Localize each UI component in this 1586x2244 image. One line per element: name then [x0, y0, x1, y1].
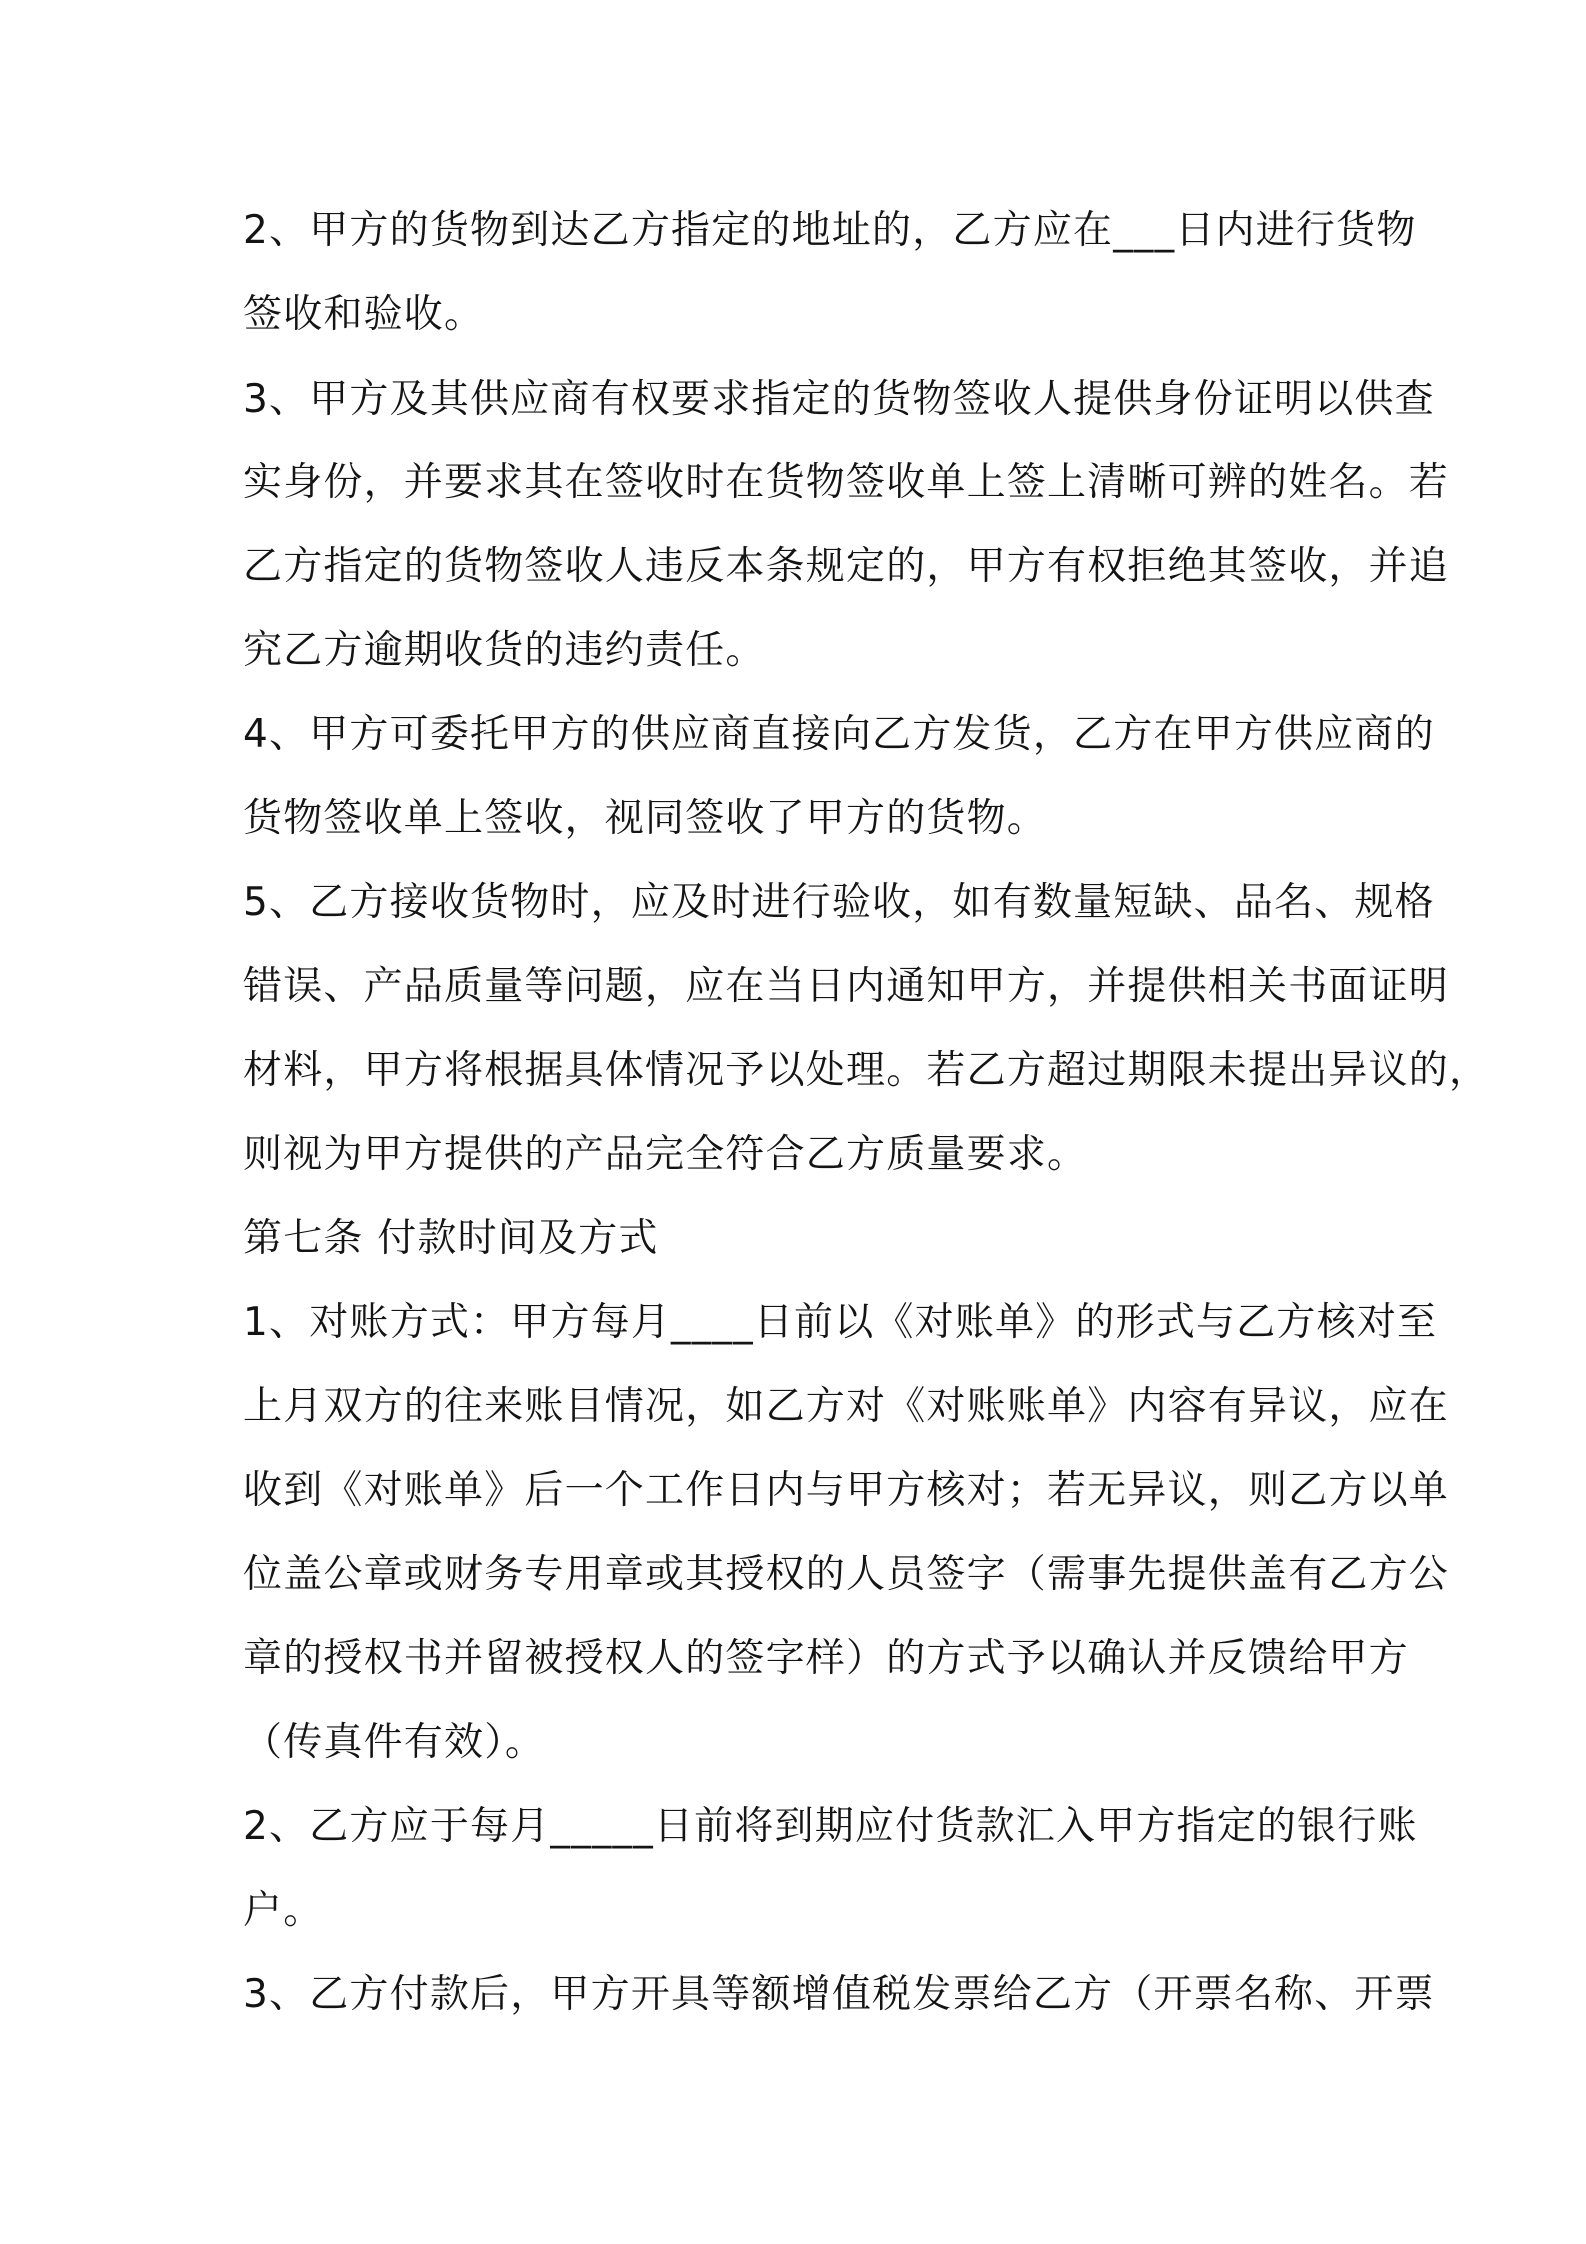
- text-line: 户。: [243, 1888, 324, 1933]
- text-line: 4、甲方可委托甲方的供应商直接向乙方发货，乙方在甲方供应商的: [243, 712, 1435, 757]
- text-line: 3、甲方及其供应商有权要求指定的货物签收人提供身份证明以供查: [243, 377, 1435, 422]
- text-line: （传真件有效）。: [243, 1720, 546, 1765]
- text-line: 究乙方逾期收货的违约责任。: [243, 628, 766, 673]
- text-line: 位盖公章或财务专用章或其授权的人员签字（需事先提供盖有乙方公: [243, 1552, 1450, 1597]
- text-line: 3、乙方付款后，甲方开具等额增值税发票给乙方（开票名称、开票: [243, 1972, 1435, 2017]
- text-line: 签收和验收。: [243, 292, 485, 337]
- section-heading: 第七条 付款时间及方式: [243, 1216, 659, 1261]
- text-line: 1、对账方式：甲方每月____日前以《对账单》的形式与乙方核对至: [243, 1300, 1438, 1345]
- text-line: 乙方指定的货物签收人违反本条规定的，甲方有权拒绝其签收，并追: [243, 544, 1450, 589]
- text-line: 错误、产品质量等问题，应在当日内通知甲方，并提供相关书面证明: [243, 964, 1450, 1009]
- text-line: 则视为甲方提供的产品完全符合乙方质量要求。: [243, 1132, 1088, 1177]
- text-line: 2、乙方应于每月_____日前将到期应付货款汇入甲方指定的银行账: [243, 1804, 1418, 1849]
- text-line: 2、甲方的货物到达乙方指定的地址的，乙方应在___日内进行货物: [243, 208, 1417, 253]
- text-line: 材料，甲方将根据具体情况予以处理。若乙方超过期限未提出异议的，: [243, 1048, 1490, 1093]
- text-line: 上月双方的往来账目情况，如乙方对《对账账单》内容有异议，应在: [243, 1384, 1450, 1429]
- text-line: 5、乙方接收货物时，应及时进行验收，如有数量短缺、品名、规格: [243, 880, 1435, 925]
- text-line: 章的授权书并留被授权人的签字样）的方式予以确认并反馈给甲方: [243, 1636, 1409, 1681]
- text-line: 货物签收单上签收，视同签收了甲方的货物。: [243, 796, 1048, 841]
- text-line: 收到《对账单》后一个工作日内与甲方核对；若无异议，则乙方以单: [243, 1468, 1450, 1513]
- text-line: 实身份，并要求其在签收时在货物签收单上签上清晰可辨的姓名。若: [243, 460, 1450, 505]
